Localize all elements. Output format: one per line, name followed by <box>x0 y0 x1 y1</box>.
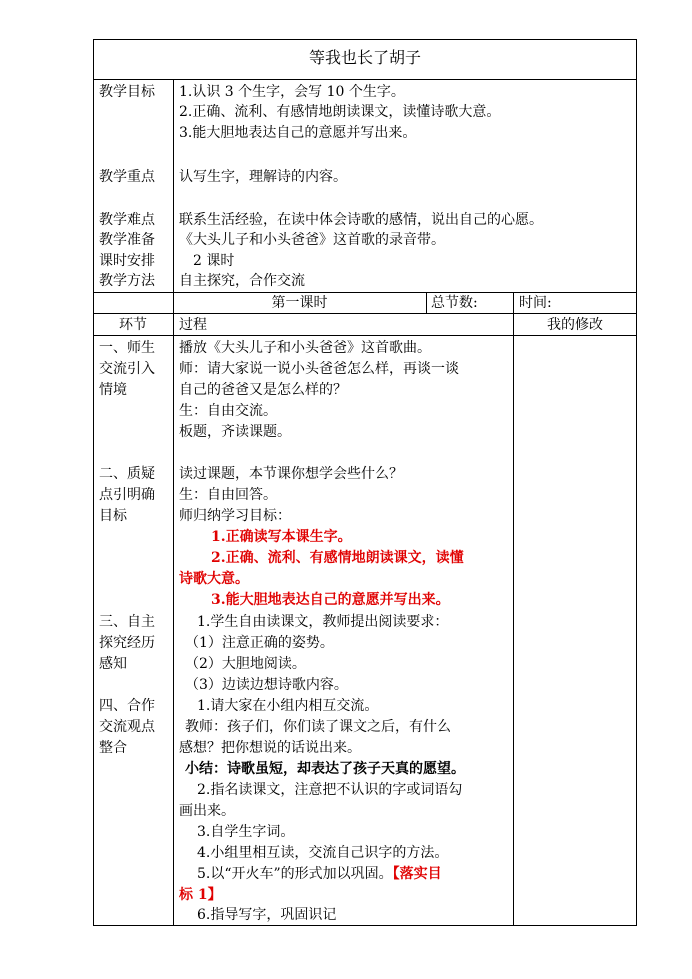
table-border-bottom <box>93 925 637 926</box>
process-text: 5.以“开火车”的形式加以巩固。 <box>197 866 393 882</box>
table-border-top <box>93 39 637 40</box>
process-line: （1）注意正确的姿势。 <box>185 635 334 651</box>
page-title: 等我也长了胡子 <box>308 48 421 67</box>
col-header-revision: 我的修改 <box>547 317 603 333</box>
process-line: 1.学生自由读课文，教师提出阅读要求： <box>197 614 449 630</box>
table-rule <box>173 79 174 926</box>
table-border-left <box>93 39 94 926</box>
process-line: 师归纳学习目标： <box>179 508 291 524</box>
process-line: 读过课题，本节课你想学会些什么？ <box>179 466 403 482</box>
process-line: 播放《大头儿子和小头爸爸》这首歌曲。 <box>179 340 431 356</box>
hours-label: 课时安排 <box>99 253 155 269</box>
section-label: 目标 <box>99 508 127 524</box>
process-line: 画出来。 <box>179 803 235 819</box>
section-label: 二、质疑 <box>99 466 155 482</box>
process-line: 师：请大家说一说小头爸爸怎么样，再谈一谈 <box>179 361 459 377</box>
process-line: 4.小组里相互读，交流自己识字的方法。 <box>197 845 449 861</box>
hours-value: 2 课时 <box>193 253 235 269</box>
table-rule <box>93 335 637 336</box>
table-rule <box>93 79 637 80</box>
section-label: 交流观点 <box>99 719 155 735</box>
focus-value: 认写生字，理解诗的内容。 <box>179 169 347 185</box>
section-label: 点引明确 <box>99 487 155 503</box>
section-label: 情境 <box>99 382 127 398</box>
col-header-process: 过程 <box>179 317 207 333</box>
time-label: 时间: <box>519 295 552 311</box>
table-rule <box>426 292 427 313</box>
goal-tag: 标 1】 <box>179 887 222 903</box>
section-label: 探究经历 <box>99 635 155 651</box>
col-header-section: 环节 <box>119 317 147 333</box>
learning-goal: 2.正确、流利、有感情地朗读课文，读懂 <box>211 550 464 566</box>
process-line: 感想？把你想说的话说出来。 <box>179 740 361 756</box>
method-label: 教学方法 <box>99 273 155 289</box>
process-line <box>197 864 442 884</box>
summary-line: 小结：诗歌虽短，却表达了孩子天真的愿望。 <box>185 761 465 777</box>
section-label: 交流引入 <box>99 361 155 377</box>
section-label: 四、合作 <box>99 698 155 714</box>
learning-goal: 1.正确读写本课生字。 <box>211 529 352 545</box>
process-line: 生：自由交流。 <box>179 403 277 419</box>
section-label: 感知 <box>99 656 127 672</box>
period-label: 第一课时 <box>271 295 328 311</box>
process-line: 生：自由回答。 <box>179 487 277 503</box>
table-rule <box>93 313 637 314</box>
learning-goal: 3.能大胆地表达自己的意愿并写出来。 <box>211 592 450 608</box>
table-rule <box>513 292 514 926</box>
table-border-right <box>636 39 637 926</box>
goals-label: 教学目标 <box>99 84 155 100</box>
process-line: 6.指导写字，巩固识记 <box>197 907 337 923</box>
lesson-plan-table <box>93 39 637 926</box>
process-line: 1.请大家在小组内相互交流。 <box>197 698 379 714</box>
method-value: 自主探究，合作交流 <box>179 273 305 289</box>
difficulty-label: 教学难点 <box>99 212 155 228</box>
goal-item: 3.能大胆地表达自己的意愿并写出来。 <box>179 125 417 141</box>
goal-item: 1.认识 3 个生字，会写 10 个生字。 <box>179 84 405 100</box>
process-line: 教师：孩子们，你们读了课文之后，有什么 <box>185 719 451 735</box>
prep-label: 教学准备 <box>99 232 155 248</box>
section-label: 三、自主 <box>99 614 155 630</box>
prep-value: 《大头儿子和小头爸爸》这首歌的录音带。 <box>179 232 445 248</box>
learning-goal: 诗歌大意。 <box>179 571 249 587</box>
process-line: 2.指名读课文，注意把不认识的字或词语勾 <box>197 782 463 798</box>
process-line: （2）大胆地阅读。 <box>185 656 306 672</box>
section-label: 一、师生 <box>99 340 155 356</box>
process-line: （3）边读边想诗歌内容。 <box>185 677 348 693</box>
process-line: 板题，齐读课题。 <box>179 424 291 440</box>
focus-label: 教学重点 <box>99 169 155 185</box>
section-label: 整合 <box>99 740 127 756</box>
goal-item: 2.正确、流利、有感情地朗读课文，读懂诗歌大意。 <box>179 104 501 120</box>
total-label: 总节数: <box>431 295 478 311</box>
goal-tag: 【落实目 <box>392 866 442 882</box>
process-line: 3.自学生字词。 <box>197 824 295 840</box>
process-line: 自己的爸爸又是怎么样的？ <box>179 382 347 398</box>
difficulty-value: 联系生活经验，在读中体会诗歌的感情，说出自己的心愿。 <box>179 212 543 228</box>
